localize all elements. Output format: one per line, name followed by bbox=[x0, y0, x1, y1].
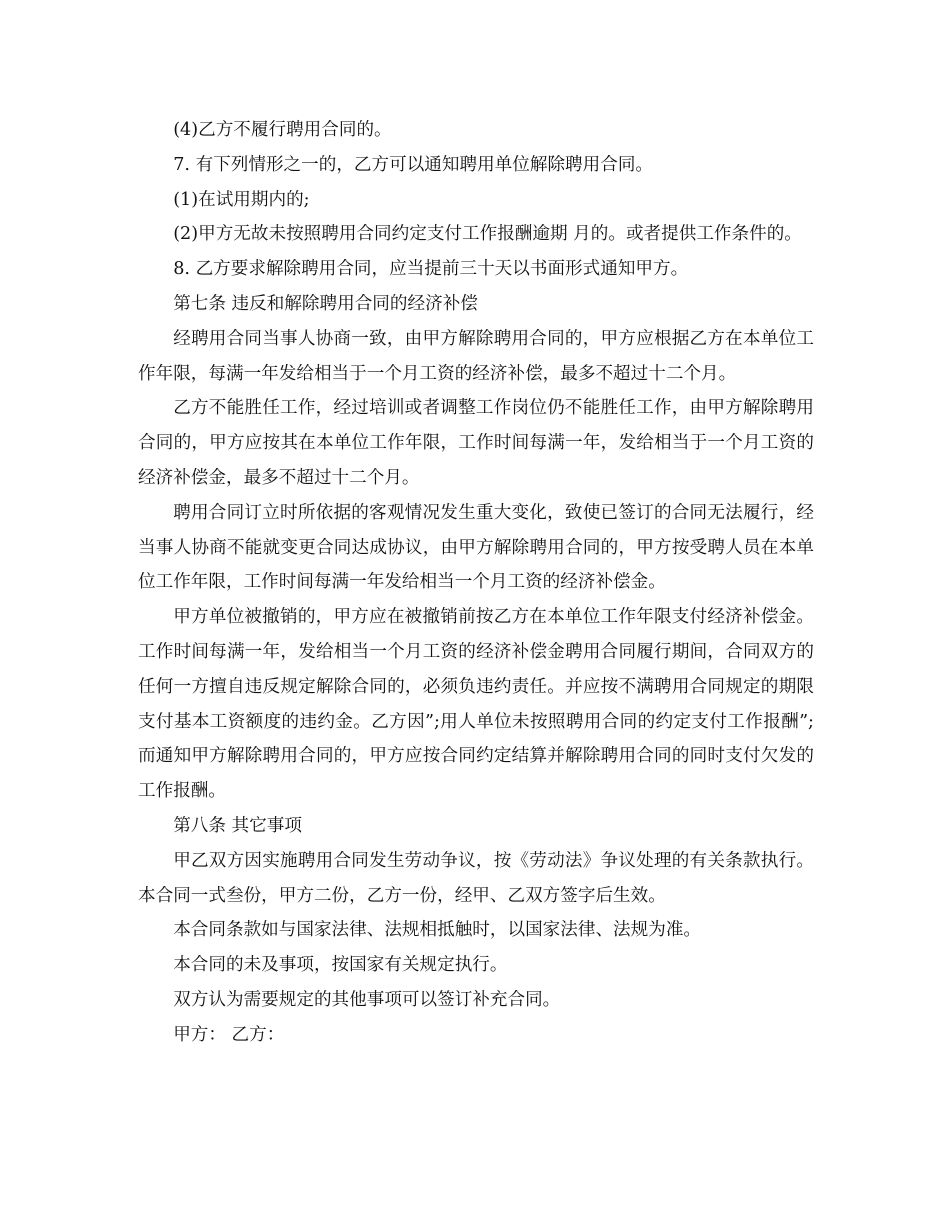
paragraph-clause-1: (1)在试用期内的; bbox=[173, 189, 310, 210]
paragraph-incompetence: 乙方不能胜任工作，经过培训或者调整工作岗位仍不能胜任工作，由甲方解除聘用合同的，甲方应按其在本单位工作年限，工作时间每满一年，发给相当于一个月工资的经济补偿金，最多不超过十二个月。 bbox=[138, 398, 814, 488]
paragraph-unit-revoked: 甲方单位被撤销的，甲方应在被撤销前按乙方在本单位工作年限支付经济补偿金。工作时间每满一年，发给相当一个月工资的经济补偿金聘用合同履行期间，合同双方的任何一方擅自违反规定解除合同的，必须负违约责任。并应按不满聘用合同规定的期限支付基本工资额度的违约金。乙方因”;用人单位未按照聘用合同的约定支付工作报酬”;而通知甲方解除聘用合同的，甲方应按合同约定结算并解除聘用合同的同时支付欠发的工作报酬。 bbox=[138, 607, 814, 802]
paragraph-unspecified-matters: 本合同的未及事项，按国家有关规定执行。 bbox=[173, 955, 508, 976]
paragraph-circumstance-change: 聘用合同订立时所依据的客观情况发生重大变化，致使已签订的合同无法履行，经当事人协商不能就变更合同达成协议，由甲方解除聘用合同的，甲方按受聘人员在本单位工作年限，工作时间每满一年发给相当一个月工资的经济补偿金。 bbox=[138, 502, 814, 593]
section-heading-article-7: 第七条 违反和解除聘用合同的经济补偿 bbox=[173, 293, 478, 314]
paragraph-labor-dispute: 甲乙双方因实施聘用合同发生劳动争议，按《劳动法》争议处理的有关条款执行。 本合同一式叁份，甲方二份，乙方一份，经甲、乙双方签字后生效。 bbox=[138, 850, 814, 906]
paragraph-clause-4: (4)乙方不履行聘用合同的。 bbox=[173, 120, 392, 140]
signature-line: 甲方： 乙方： bbox=[173, 1024, 285, 1045]
paragraph-item-7: 7. 有下列情形之一的，乙方可以通知聘用单位解除聘用合同。 bbox=[173, 154, 654, 175]
section-heading-article-8: 第八条 其它事项 bbox=[173, 815, 302, 836]
paragraph-mutual-termination: 经聘用合同当事人协商一致，由甲方解除聘用合同的，甲方应根据乙方在本单位工作年限，每满一年发给相当于一个月工资的经济补偿，最多不超过十二个月。 bbox=[138, 328, 814, 384]
paragraph-item-8: 8. 乙方要求解除聘用合同，应当提前三十天以书面形式通知甲方。 bbox=[173, 259, 689, 280]
paragraph-supplementary: 双方认为需要规定的其他事项可以签订补充合同。 bbox=[173, 989, 561, 1010]
contract-body bbox=[138, 113, 814, 1053]
paragraph-clause-2: (2)甲方无故未按照聘用合同约定支付工作报酬逾期 月的。或者提供工作条件的。 bbox=[173, 224, 802, 245]
paragraph-law-precedence: 本合同条款如与国家法律、法规相抵触时，以国家法律、法规为准。 bbox=[173, 920, 702, 941]
